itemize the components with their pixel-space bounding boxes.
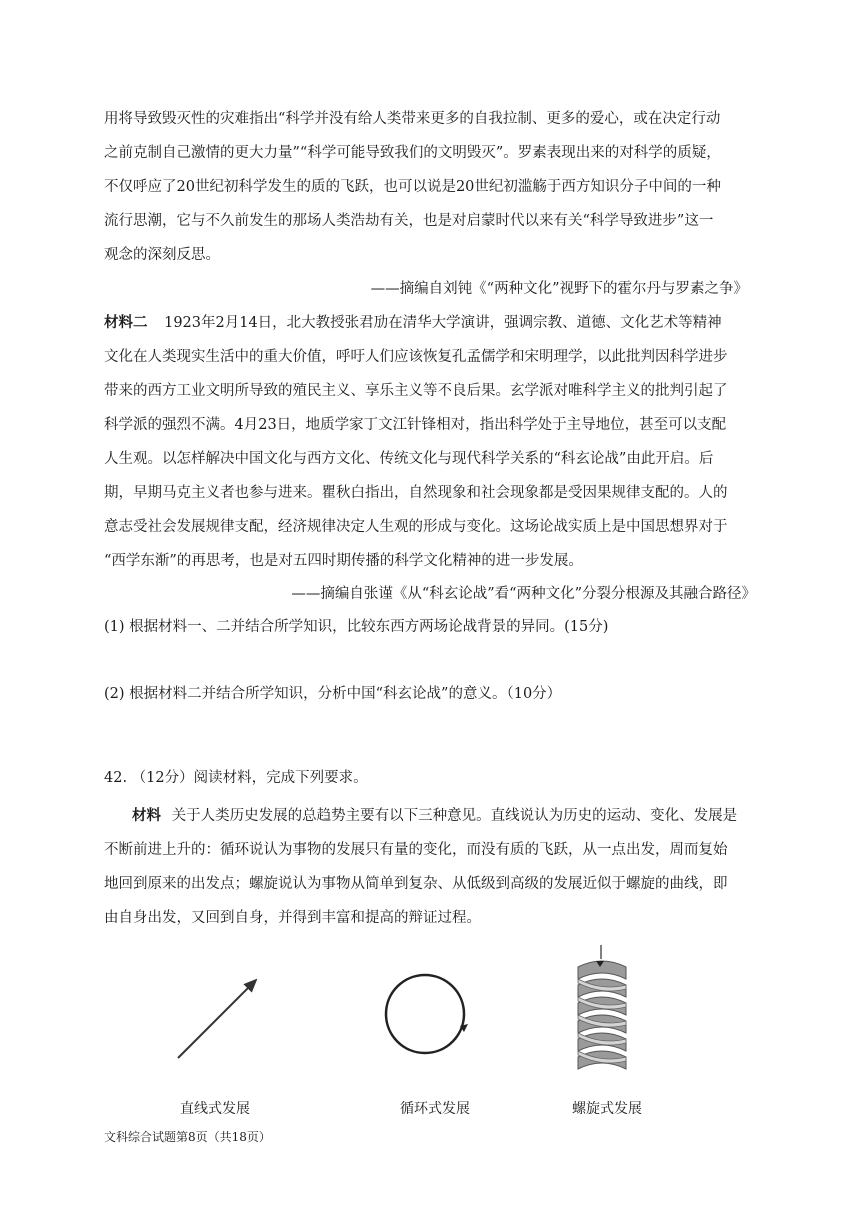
linear-caption: 直线式发展 — [180, 1101, 250, 1117]
material1-line: 观念的深刻反思。 — [104, 247, 220, 263]
linear-development-figure — [170, 970, 270, 1065]
material2-line: 带来的西方工业文明所导致的殖民主义、享乐主义等不良后果。玄学派对唯科学主义的批判引起了 — [104, 383, 728, 399]
question-42-heading: 42. （12分）阅读材料，完成下列要求。 — [104, 770, 368, 786]
q42-material-label: 材料 — [132, 808, 161, 824]
material2-line: 意志受社会发展规律支配，经济规律决定人生观的形成与变化。这场论战实质上是中国思想界对于 — [104, 519, 728, 535]
q42-text: 关于人类历史发展的总趋势主要有以下三种意见。直线说认为历史的运动、变化、发展是 — [171, 808, 738, 824]
material2-first-line — [104, 313, 722, 333]
spiral-development-figure — [570, 945, 634, 1085]
material2-line: 文化在人类现实生活中的重大价值，呼吁人们应该恢复孔孟儒学和宋明理学，以此批判因科学进步 — [104, 349, 728, 365]
q42-line: 不断前进上升的：循环说认为事物的发展只有量的变化，而没有质的飞跃，从一点出发，周而复始 — [104, 842, 728, 858]
page-footer: 文科综合试题第8页（共18页） — [104, 1130, 271, 1144]
material1-line: 不仅呼应了20世纪初科学发生的质的飞跃，也可以说是20世纪初滥觞于西方知识分子中间的一种 — [104, 179, 721, 195]
material2-text: 1923年2月14日，北大教授张君劢在清华大学演讲，强调宗教、道德、文化艺术等精神 — [164, 315, 722, 331]
spiral-caption: 螺旋式发展 — [572, 1101, 642, 1117]
material2-line: 人生观。以怎样解决中国文化与西方文化、传统文化与现代科学关系的“科玄论战”由此开启。后 — [104, 451, 714, 467]
question-2: (2) 根据材料二并结合所学知识，分析中国“科玄论战”的意义。（10分） — [104, 686, 562, 702]
material1-source: ——摘编自刘钝《“两种文化”视野下的霍尔丹与罗素之争》 — [370, 281, 748, 297]
material2-line: “西学东渐”的再思考，也是对五四时期传播的科学文化精神的进一步发展。 — [104, 553, 583, 569]
material2-line: 期，早期马克主义者也参与进来。瞿秋白指出，自然现象和社会现象都是受因果规律支配的。人的 — [104, 485, 728, 501]
question-1: (1) 根据材料一、二并结合所学知识，比较东西方两场论战背景的异同。(15分) — [104, 619, 609, 635]
material2-line: 科学派的强烈不满。4月23日，地质学家丁文江针锋相对，指出科学处于主导地位，甚至可以支配 — [104, 417, 727, 433]
q42-line: 由自身出发，又回到自身，并得到丰富和提高的辩证过程。 — [104, 910, 481, 926]
cycle-caption: 循环式发展 — [400, 1101, 470, 1117]
material2-source: ——摘编自张谨《从“科玄论战”看“两种文化”分裂分根源及其融合路径》 — [291, 586, 756, 602]
material1-line: 之前克制自己激情的更大力量”“科学可能导致我们的文明毁灭”。罗素表现出来的对科学的质疑， — [104, 145, 721, 161]
material2-label: 材料二 — [104, 315, 148, 331]
material1-line: 流行思潮，它与不久前发生的那场人类浩劫有关，也是对启蒙时代以来有关“科学导致进步”这一 — [104, 213, 714, 229]
material1-line: 用将导致毁灭性的灾难指出“科学并没有给人类带来更多的自我拉制、更多的爱心，或在决定行动 — [104, 111, 721, 127]
q42-line: 地回到原来的出发点；螺旋说认为事物从简单到复杂、从低级到高级的发展近似于螺旋的曲线，即 — [104, 876, 728, 892]
cycle-development-figure — [382, 970, 472, 1060]
q42-first-line — [132, 806, 737, 826]
